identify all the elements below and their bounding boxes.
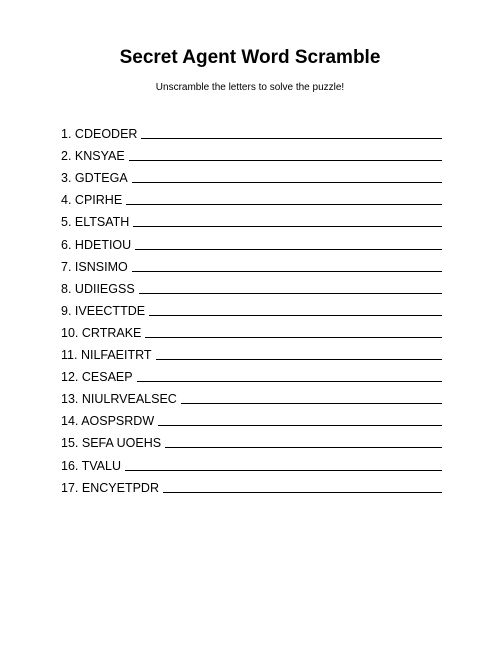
puzzle-item-label [61,391,177,408]
scrambled-word: AOSPSRDW [81,414,155,429]
scrambled-word: GDTEGA [74,171,128,186]
scrambled-word: UDIIEGSS [74,281,135,296]
puzzle-item-label [61,214,129,231]
page-title: Secret Agent Word Scramble [119,47,381,68]
puzzle-item [61,430,442,452]
puzzle-item [61,386,442,408]
scrambled-word: KNSYAE [74,149,125,164]
puzzle-item-label [61,170,128,187]
answer-line[interactable] [133,226,442,227]
item-number: 12. [61,370,79,385]
puzzle-item [61,320,442,342]
puzzle-item-label [61,126,137,143]
instructions-text: Unscramble the letters to solve the puzzle! [155,82,345,93]
puzzle-item-label [61,259,128,276]
answer-line[interactable] [181,403,442,404]
item-number: 13. [61,392,79,407]
item-number: 10. [61,325,79,340]
answer-line[interactable] [139,293,442,294]
scrambled-word: CESAEP [81,370,133,385]
item-number: 16. [61,458,79,473]
scrambled-word: NIULRVEALSEC [81,392,177,407]
puzzle-item [61,187,442,209]
puzzle-item-label [61,303,145,320]
puzzle-item-label [61,480,159,497]
scrambled-word: CDEODER [74,127,138,142]
puzzle-item-label [61,281,135,298]
scrambled-word: TVALU [81,458,122,473]
puzzle-item [61,276,442,298]
item-number: 3. [61,171,72,186]
puzzle-item [61,143,442,165]
puzzle-item [61,408,442,430]
puzzle-item-label [61,148,125,165]
item-number: 15. [61,436,79,451]
item-number: 4. [61,193,72,208]
answer-line[interactable] [156,359,442,360]
item-number: 2. [61,149,72,164]
answer-line[interactable] [141,138,442,139]
puzzle-item-label [61,347,152,364]
scrambled-word: CRTRAKE [81,325,142,340]
answer-line[interactable] [165,447,442,448]
puzzle-item-label [61,192,122,209]
item-number: 1. [61,127,72,142]
scrambled-word: ISNSIMO [74,259,128,274]
item-number: 7. [61,259,72,274]
puzzle-item-label [61,413,154,430]
item-number: 5. [61,215,72,230]
scrambled-word: ENCYETPDR [81,480,159,495]
puzzle-item [61,121,442,143]
answer-line[interactable] [132,182,442,183]
puzzle-item-label [61,325,141,342]
answer-line[interactable] [129,160,442,161]
puzzle-item-label [61,435,161,452]
scrambled-word: IVEECTTDE [74,303,146,318]
answer-line[interactable] [137,381,442,382]
puzzle-item [61,231,442,253]
puzzle-item [61,254,442,276]
scrambled-word: SEFA UOEHS [81,436,162,451]
scrambled-word: CPIRHE [74,193,123,208]
puzzle-item [61,209,442,231]
puzzle-item [61,165,442,187]
answer-line[interactable] [145,337,442,338]
answer-line[interactable] [125,470,442,471]
answer-line[interactable] [163,492,442,493]
puzzle-item [61,342,442,364]
item-number: 17. [61,480,79,495]
puzzle-item [61,298,442,320]
puzzle-item-label [61,369,133,386]
puzzle-item [61,475,442,497]
answer-line[interactable] [135,249,442,250]
item-number: 14. [61,414,79,429]
item-number: 9. [61,303,72,318]
item-number: 8. [61,281,72,296]
item-number: 11. [61,348,78,363]
item-number: 6. [61,237,72,252]
answer-line[interactable] [149,315,442,316]
answer-line[interactable] [158,425,442,426]
puzzle-item-label [61,237,131,254]
puzzle-item [61,452,442,474]
puzzle-item-label [61,458,121,475]
answer-line[interactable] [126,204,442,205]
scrambled-word: HDETIOU [74,237,132,252]
scrambled-word: ELTSATH [74,215,130,230]
answer-line[interactable] [132,271,442,272]
scramble-list [61,121,442,497]
scrambled-word: NILFAEITRT [80,348,152,363]
puzzle-item [61,364,442,386]
